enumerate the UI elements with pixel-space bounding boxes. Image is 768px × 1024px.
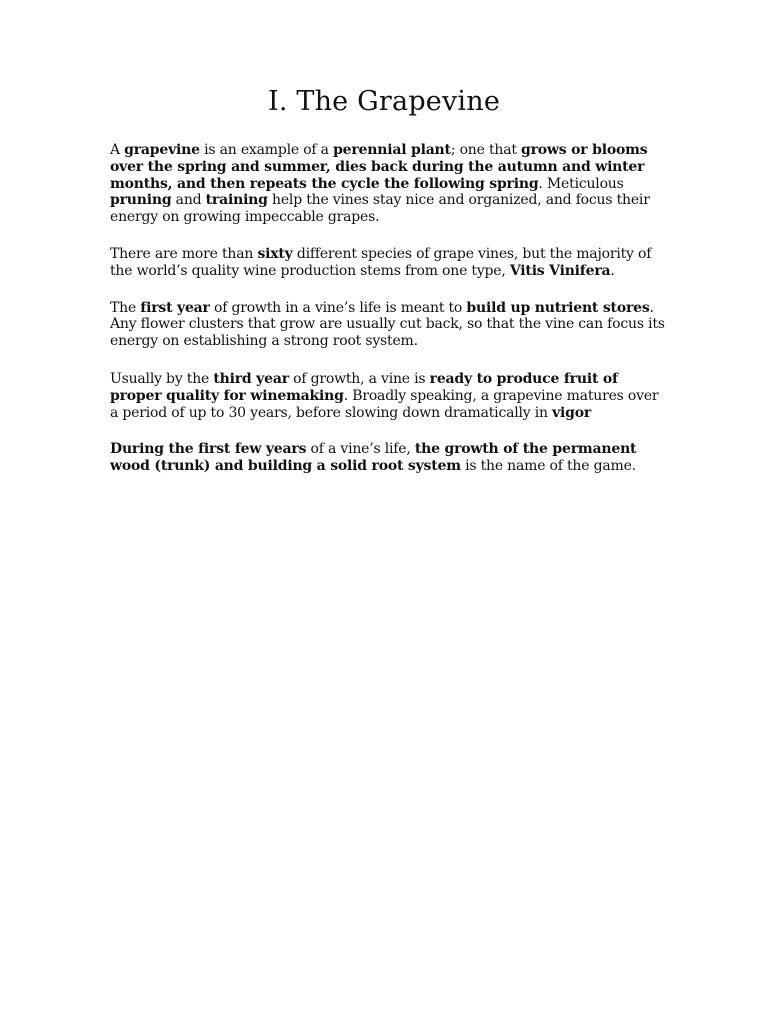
bold-text-run: vigor <box>552 404 592 421</box>
bold-text-run: sixty <box>257 245 293 262</box>
bold-text-run: During the first few years <box>110 441 307 458</box>
text-run: ; one that <box>450 142 522 158</box>
bold-text-run: perennial plant <box>333 142 451 158</box>
text-run: different species of grape vines, but the majority of the world’s quality wine production stems from one type, <box>110 245 652 279</box>
bold-text-run: training <box>205 192 268 209</box>
text-run: Usually by the <box>110 370 214 387</box>
text-run: . <box>610 262 615 279</box>
bold-text-run: third year <box>213 370 289 387</box>
document-body <box>110 142 670 494</box>
paragraph-early-years <box>110 441 670 475</box>
text-run: is an example of a <box>199 142 334 158</box>
bold-text-run: the growth of the permanent wood (trunk) and building a solid root system <box>110 441 637 475</box>
text-run: The <box>110 299 141 316</box>
text-run: is the name of the game. <box>460 458 636 475</box>
page-title: I. The Grapevine <box>267 86 501 117</box>
text-run: of growth in a vine’s life is meant to <box>209 299 467 316</box>
bold-text-run: build up nutrient stores <box>466 299 650 316</box>
text-run: and <box>171 192 206 209</box>
paragraph-species <box>110 246 670 280</box>
bold-text-run: ready to produce fruit of proper quality for winemaking <box>110 370 618 404</box>
text-run: . Any flower clusters that grow are usually cut back, so that the vine can focus its energy on establishing a strong root system. <box>110 299 665 350</box>
bold-text-run: grapevine <box>124 142 200 158</box>
text-run: of growth, a vine is <box>288 370 430 387</box>
paragraph-third-year <box>110 371 670 421</box>
paragraph-first-year <box>110 300 670 350</box>
text-run: There are more than <box>110 245 258 262</box>
text-run: A <box>110 142 125 158</box>
text-run: . Broadly speaking, a grapevine matures over a period of up to 30 years, before slowing down dramatically in <box>110 387 659 421</box>
bold-text-run: first year <box>140 299 210 316</box>
text-run: . Meticulous <box>538 175 624 192</box>
paragraph-grapevine-perennial <box>110 142 670 226</box>
bold-text-run: grows or blooms over the spring and summer, dies back during the autumn and winter months, and then repeats the cycle the following spring <box>110 142 648 192</box>
text-run: of a vine’s life, <box>306 441 415 458</box>
bold-text-run: Vitis Vinifera <box>509 262 611 279</box>
text-run: help the vines stay nice and organized, and focus their energy on growing impeccable grapes. <box>110 192 650 226</box>
bold-text-run: pruning <box>110 192 172 209</box>
